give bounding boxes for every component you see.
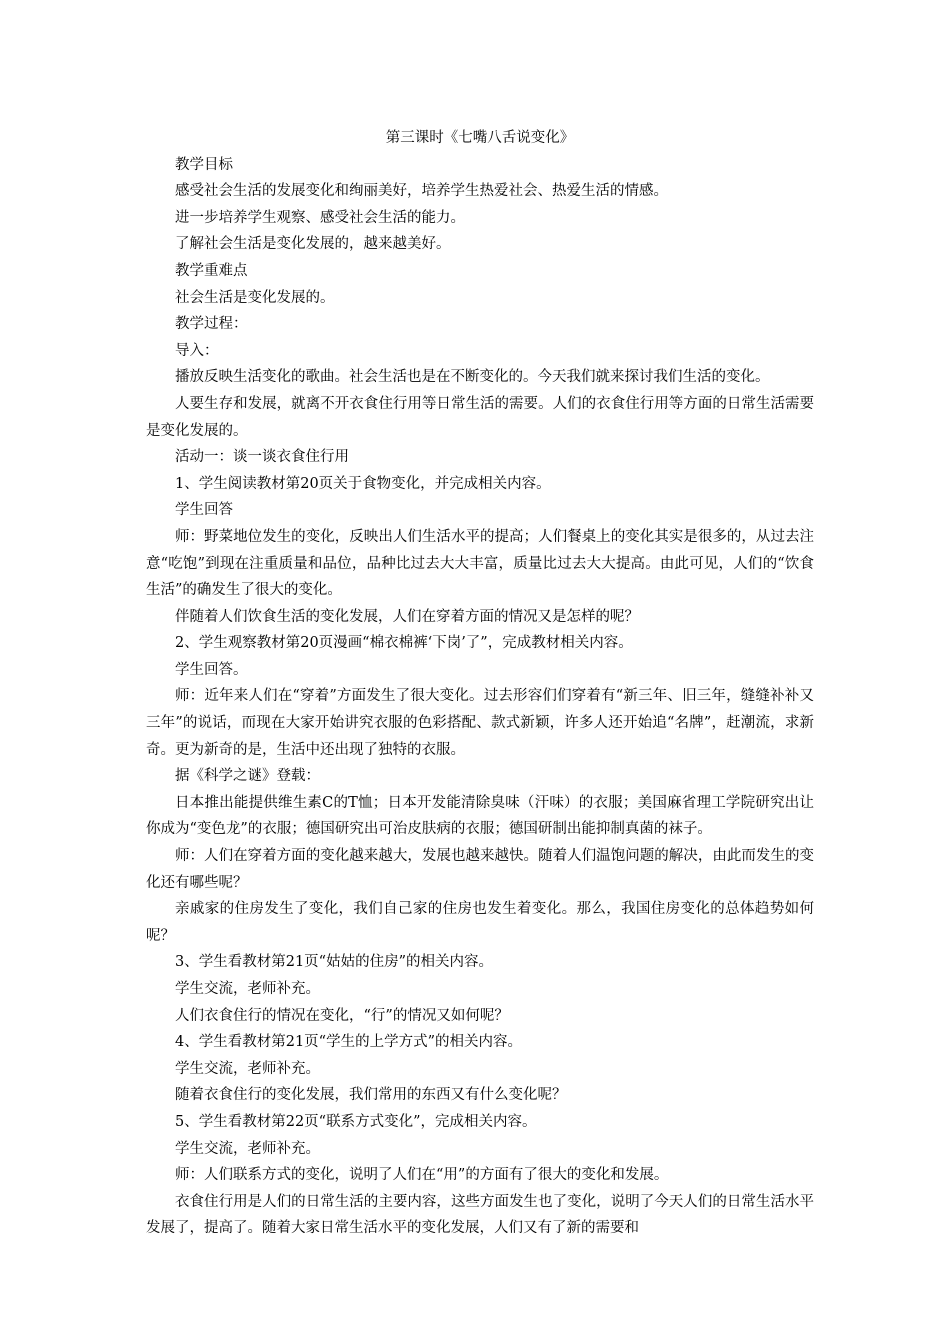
paragraph: 2、学生观察教材第20页漫画“棉衣棉裤‘下岗’了”，完成教材相关内容。 bbox=[175, 635, 633, 652]
paragraph: 师：人们联系方式的变化，说明了人们在“用”的方面有了很大的变化和发展。 bbox=[175, 1167, 669, 1184]
paragraph: 随着衣食住行的变化发展，我们常用的东西又有什么变化呢？ bbox=[175, 1087, 567, 1104]
paragraph: 学生交流，老师补充。 bbox=[175, 1140, 320, 1157]
paragraph: 4、学生看教材第21页“学生的上学方式”的相关内容。 bbox=[175, 1034, 522, 1051]
paragraph: 亲戚家的住房发生了变化，我们自己家的住房也发生着变化。那么，我国住房变化的总体趋势如何呢？ bbox=[146, 901, 814, 944]
paragraph: 据《科学之谜》登载： bbox=[175, 768, 320, 785]
paragraph: 播放反映生活变化的歌曲。社会生活也是在不断变化的。今天我们就来探讨我们生活的变化。 bbox=[175, 369, 770, 386]
paragraph: 教学目标 bbox=[175, 156, 233, 173]
paragraph: 师：近年来人们在“穿着”方面发生了很大变化。过去形容们们穿着有“新三年、旧三年，缝缝补补又三年”的说话，而现在大家开始讲究衣服的色彩搭配、款式新颖，许多人还开始追“名牌”，赶潮流，求新奇。更为新奇的是，生活中还出现了独特的衣服。 bbox=[146, 688, 814, 758]
paragraph: 教学过程： bbox=[175, 316, 248, 333]
paragraph: 进一步培养学生观察、感受社会生活的能力。 bbox=[175, 209, 465, 226]
document-body bbox=[146, 125, 814, 1242]
paragraph: 导入： bbox=[175, 342, 219, 359]
paragraph: 师：野菜地位发生的变化，反映出人们生活水平的提高；人们餐桌上的变化其实是很多的，从过去注意“吃饱”到现在注重质量和品位，品种比过去大大丰富，质量比过去大大提高。由此可见，人们的“饮食生活”的确发生了很大的变化。 bbox=[146, 528, 814, 599]
paragraph: 社会生活是变化发展的。 bbox=[175, 289, 335, 306]
paragraph: 感受社会生活的发展变化和绚丽美好，培养学生热爱社会、热爱生活的情感。 bbox=[175, 183, 668, 200]
paragraph: 3、学生看教材第21页“姑姑的住房”的相关内容。 bbox=[175, 954, 493, 971]
paragraph: 1、学生阅读教材第20页关于食物变化，并完成相关内容。 bbox=[175, 475, 551, 492]
page-title: 第三课时《七嘴八舌说变化》 bbox=[385, 130, 575, 146]
paragraph: 学生回答。 bbox=[175, 661, 248, 678]
paragraph: 伴随着人们饮食生活的变化发展，人们在穿着方面的情况又是怎样的呢？ bbox=[175, 608, 639, 625]
paragraph: 衣食住行用是人们的日常生活的主要内容，这些方面发生也了变化，说明了今天人们的日常生活水平发展了，提高了。随着大家日常生活水平的变化发展，人们又有了新的需要和 bbox=[146, 1193, 814, 1237]
paragraph: 教学重难点 bbox=[175, 262, 248, 279]
paragraph: 活动一：谈一谈衣食住行用 bbox=[175, 449, 349, 466]
paragraph: 学生交流，老师补充。 bbox=[175, 1060, 320, 1077]
paragraph: 人要生存和发展，就离不开衣食住行用等日常生活的需要。人们的衣食住行用等方面的日常生活需要是变化发展的。 bbox=[146, 395, 814, 439]
paragraph: 日本推出能提供维生素C的T恤；日本开发能清除臭味（汗味）的衣服；美国麻省理工学院研究出让你成为“变色龙”的衣服；德国研究出可治皮肤病的衣服；德国研制出能抑制真菌的袜子。 bbox=[146, 794, 814, 838]
paragraph: 人们衣食住行的情况在变化，“行”的情况又如何呢？ bbox=[175, 1007, 509, 1024]
paragraph: 了解社会生活是变化发展的，越来越美好。 bbox=[175, 236, 451, 253]
paragraph: 学生回答 bbox=[175, 502, 233, 519]
paragraph: 学生交流，老师补充。 bbox=[175, 981, 320, 997]
paragraph: 师：人们在穿着方面的变化越来越大，发展也越来越快。随着人们温饱问题的解决，由此而发生的变化还有哪些呢？ bbox=[146, 848, 814, 891]
paragraph: 5、学生看教材第22页“联系方式变化”，完成相关内容。 bbox=[175, 1113, 537, 1130]
